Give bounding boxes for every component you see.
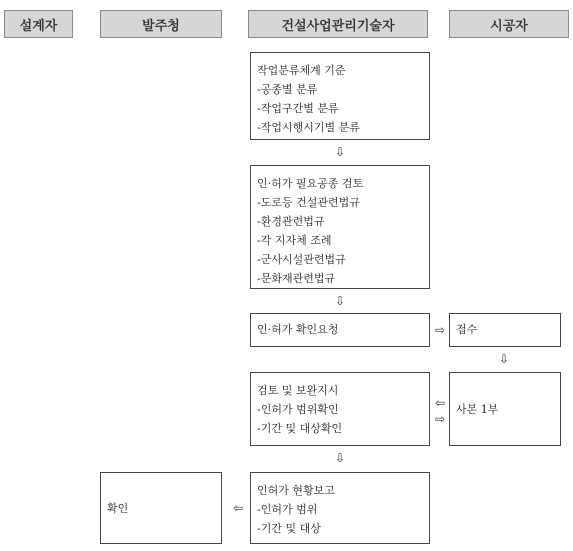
arrow-down-icon: ⇩ [334, 451, 346, 465]
box-confirm [100, 472, 222, 544]
header-construction-manager: 건설사업관리기술자 [248, 10, 428, 38]
arrow-left-icon: ⇦ [232, 501, 244, 515]
box-item: -작업구간별 분류 [257, 102, 339, 115]
box-item: -환경관련법규 [257, 215, 325, 228]
box-title: 작업분류체계 기준 [257, 64, 346, 77]
box-title: 인허가 현황보고 [257, 484, 335, 497]
box-work-classification [250, 52, 430, 140]
box-item: -작업시행시기별 분류 [257, 121, 360, 134]
box-title: 인·허가 확인요청 [257, 323, 339, 336]
box-item: -기간 및 대상 [257, 522, 321, 535]
box-item: -인허가 범위 [257, 503, 318, 516]
box-item: -인허가 범위확인 [257, 403, 339, 416]
arrow-down-icon: ⇩ [498, 352, 510, 366]
box-title: 인·허가 필요공종 검토 [257, 177, 364, 190]
arrow-down-icon: ⇩ [334, 145, 346, 159]
box-review-fix [250, 372, 430, 446]
box-title: 검토 및 보완지시 [257, 384, 339, 397]
box-item: -문화재관련법규 [257, 272, 336, 285]
header-client: 발주청 [100, 10, 222, 38]
box-permit-request [250, 313, 430, 347]
box-item: -도로등 건설관련법규 [257, 196, 360, 209]
box-title: 사본 1부 [456, 402, 499, 416]
box-item: -공종별 분류 [257, 83, 318, 96]
box-permit-review [250, 165, 430, 289]
box-copy [449, 372, 561, 446]
arrow-right-icon: ⇨ [434, 323, 446, 337]
box-title: 접수 [456, 323, 478, 336]
box-title: 확인 [107, 501, 129, 515]
arrow-down-icon: ⇩ [334, 294, 346, 308]
box-receipt [449, 313, 561, 347]
header-designer: 설계자 [4, 10, 73, 38]
box-item: -기간 및 대상확인 [257, 422, 343, 435]
box-item: -군사시설관련법규 [257, 253, 346, 266]
header-contractor: 시공자 [449, 10, 569, 38]
arrow-right-icon: ⇨ [434, 412, 446, 426]
box-item: -각 지자체 조례 [257, 234, 332, 247]
arrow-left-icon: ⇦ [434, 396, 446, 410]
box-status-report [250, 472, 430, 544]
